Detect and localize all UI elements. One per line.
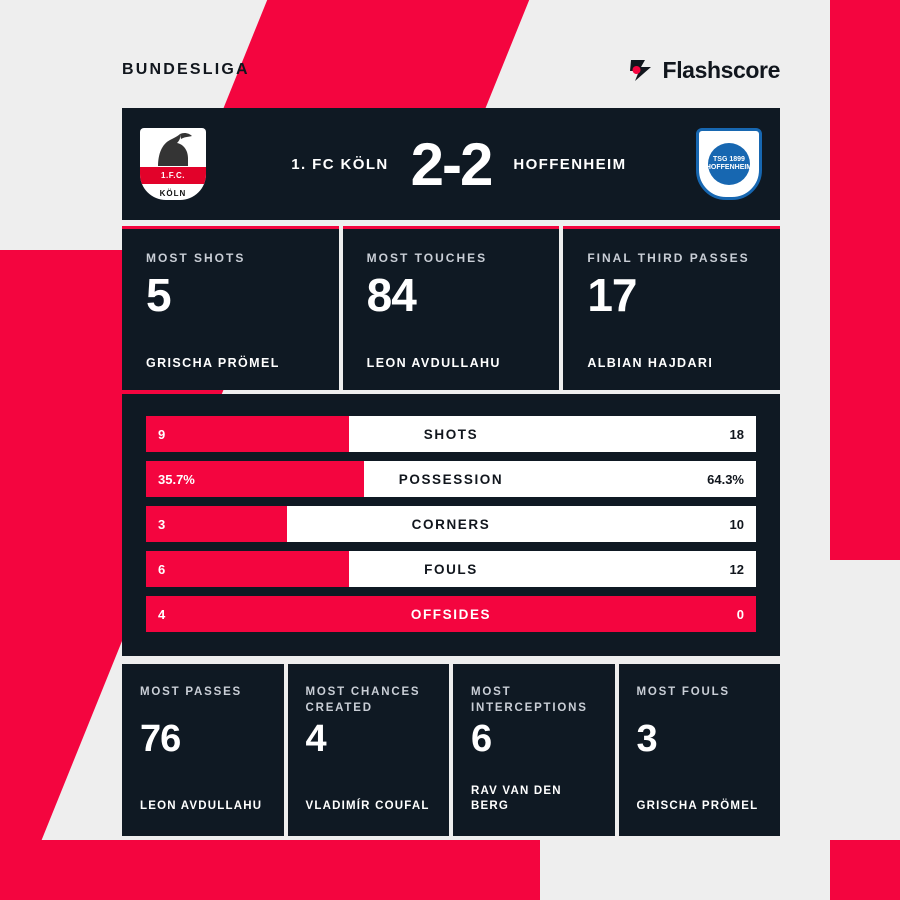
highlight-label: MOST PASSES [140,686,243,698]
highlight-player: ALBIAN HAJDARI [587,356,714,370]
highlight-label: FINAL THIRD PASSES [587,251,750,265]
stat-label: FOULS [424,561,478,577]
league-title: BUNDESLIGA [122,61,250,78]
highlight-player: GRISCHA PRÖMEL [636,800,759,813]
highlight-player: RAV VAN DEN BERG [471,785,562,813]
stat-row [146,416,756,452]
away-team-name: HOFFENHEIM [513,155,627,173]
stat-label: OFFSIDES [410,606,492,622]
home-team-name: 1. FC KÖLN [291,155,389,173]
highlight-value: 5 [146,269,171,321]
brand [629,57,780,84]
bottom-highlight-cards [122,664,780,836]
highlight-card [453,664,615,836]
stat-home-value: 9 [146,416,349,452]
stat-away-value: 10 [729,516,744,532]
highlight-value: 4 [305,718,326,761]
match-statistics-chart [122,394,780,656]
match-score: 2-2 [410,130,492,198]
stat-row [146,551,756,587]
stat-label: CORNERS [411,516,491,532]
hoffenheim-crest-icon [696,128,762,200]
stat-away-value: 64.3% [707,471,744,487]
highlight-player: GRISCHA PRÖMEL [146,356,280,370]
highlight-label: MOST SHOTS [146,251,246,265]
highlight-card [563,226,780,390]
crest-ring-text: TSG 1899 HOFFENHEIM [708,143,750,185]
highlight-card [122,226,339,390]
brand-name: Flashscore [662,56,780,83]
crest-city-text: KÖLN [159,189,187,198]
highlight-value: 17 [587,269,637,321]
highlight-card [619,664,781,836]
flashscore-logo-icon [629,58,655,82]
highlight-player: LEON AVDULLAHU [366,356,501,370]
highlight-value: 84 [366,269,416,321]
header [122,48,780,92]
highlight-card [122,664,284,836]
crest-band-text: 1.F.C. [140,167,206,184]
scoreboard [122,108,780,220]
stat-label: POSSESSION [398,471,504,487]
highlight-player: LEON AVDULLAHU [140,800,263,813]
stat-home-value: 4 [146,596,756,632]
highlight-value: 6 [471,718,492,761]
stat-home-value: 3 [146,506,287,542]
highlight-player: VLADIMÍR COUFAL [305,800,430,813]
stat-away-value: 12 [729,561,744,577]
score-area [224,130,678,199]
stat-row [146,596,756,632]
highlight-label: MOST INTERCEPTIONS [471,686,588,715]
highlight-card [343,226,560,390]
highlight-label: MOST TOUCHES [366,251,488,265]
highlight-card [288,664,450,836]
highlight-value: 76 [140,718,181,760]
highlight-value: 3 [636,718,657,760]
stat-row [146,461,756,497]
highlight-label: MOST FOULS [636,686,730,698]
top-highlight-cards [122,226,780,390]
stat-home-value: 6 [146,551,349,587]
stat-row [146,506,756,542]
stat-away-value: 18 [729,426,744,442]
stat-label: SHOTS [423,426,479,442]
stat-home-value: 35.7% [146,461,364,497]
fc-koln-crest-icon [140,128,206,200]
highlight-label: MOST CHANCES CREATED [305,686,421,715]
stat-away-value: 0 [736,606,744,622]
